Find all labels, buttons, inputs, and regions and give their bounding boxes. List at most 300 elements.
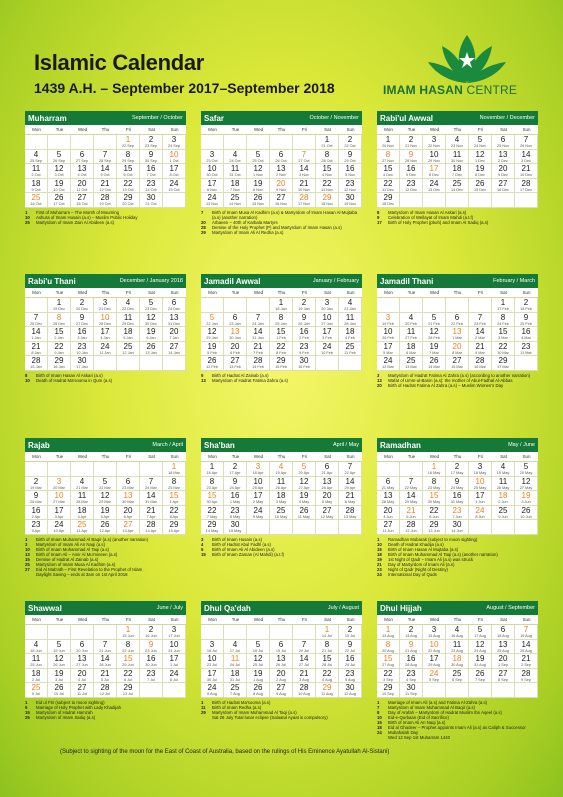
weekday-label: Sun	[346, 127, 355, 132]
gregorian-date: 10 Apr	[53, 529, 65, 533]
gregorian-date: 25 Sep	[29, 158, 43, 163]
weekday-label: Tue	[55, 127, 64, 132]
empty-day-cell	[316, 520, 339, 535]
hijri-day: 10	[169, 149, 179, 159]
hijri-day: 14	[345, 476, 355, 486]
gregorian-date: 4 Jan	[100, 336, 110, 340]
day-cell	[446, 164, 469, 179]
day-cell	[339, 179, 362, 194]
gregorian-date: 19 Jun	[53, 648, 65, 653]
hijri-day: 1	[56, 298, 62, 307]
day-cell	[270, 150, 293, 165]
day-grid	[377, 135, 538, 208]
month-events	[377, 210, 538, 225]
hijri-day: 18	[31, 668, 41, 678]
day-cell	[446, 150, 469, 165]
day-cell	[224, 462, 247, 477]
day-grid	[377, 462, 538, 535]
event-text: Wed 12 Sep 1st Muharram 1440	[388, 735, 451, 741]
gregorian-date: 16 Aug	[451, 634, 463, 638]
event-text: Marriage of Holy Prophet with Lady Khadijah	[36, 704, 122, 710]
day-cell	[293, 506, 316, 521]
day-cell	[71, 327, 94, 342]
gregorian-date: 5 Mar	[383, 350, 393, 355]
gregorian-date: 16 Mar	[474, 365, 486, 369]
day-cell	[515, 313, 538, 328]
gregorian-date: 25 Jun	[30, 663, 42, 667]
gregorian-date: 18 Oct	[76, 202, 88, 206]
gregorian-date: 21 Feb	[428, 321, 440, 326]
month-events	[377, 700, 538, 741]
event-day: 3	[377, 372, 380, 378]
gregorian-date: 25 Apr	[252, 485, 264, 490]
month-events	[25, 537, 186, 578]
hijri-day: 21	[475, 341, 485, 351]
weekday-label: Sun	[346, 617, 355, 622]
gregorian-date: 29 Jul	[344, 663, 356, 667]
weekday-label: Sat	[148, 290, 155, 295]
weekday-label: Tue	[231, 454, 240, 459]
month-events	[377, 373, 538, 388]
hijri-day: 23	[146, 178, 156, 188]
gregorian-date: 30 Nov	[450, 158, 464, 163]
gregorian-date: 4 Jun	[383, 514, 393, 519]
page-title: Islamic Calendar	[34, 50, 205, 75]
event-text: 1st Night of Qadr – Imam Ali (a.s) was struck	[388, 556, 474, 562]
gregorian-date: 1 Dec	[475, 158, 485, 163]
day-cell	[469, 356, 492, 371]
hijri-day: 15	[383, 164, 393, 173]
gregorian-date: 19 Mar	[30, 485, 42, 490]
month-gregorian-range: February / March	[493, 278, 535, 284]
hijri-day: 13	[452, 327, 462, 336]
day-cell	[94, 164, 117, 179]
gregorian-date: 24 Oct	[229, 158, 241, 163]
day-cell	[201, 669, 224, 684]
day-grid	[201, 135, 362, 208]
weekday-label: Fri	[125, 454, 132, 459]
gregorian-date: 14 Apr	[145, 529, 157, 533]
month-header	[377, 601, 538, 615]
event-text: Birth of Imam Ali An Naqi (a.s)	[388, 719, 446, 725]
event-day: 8	[377, 709, 380, 715]
gregorian-date: 8 Sep	[498, 677, 508, 682]
event-text: Demise of the Holy Prophet (P) and Martyrdom of Imam Hasan (a.s)	[212, 224, 342, 230]
gregorian-date: 19 Jan	[298, 307, 310, 311]
day-cell	[316, 477, 339, 492]
hijri-day: 16	[406, 654, 416, 663]
event-text: Martyrdom of Imam Ali An Naqi (a.s)	[36, 541, 106, 547]
hijri-day: 17	[253, 491, 263, 500]
gregorian-date: 24 Dec	[167, 307, 181, 311]
logo-name-light: CENTRE	[463, 83, 518, 97]
hijri-day: 8	[385, 149, 391, 159]
hijri-day: 18	[230, 668, 240, 678]
hijri-day: 28	[100, 193, 110, 202]
gregorian-date: 13 Nov	[205, 202, 219, 206]
hijri-day: 14	[100, 164, 110, 173]
day-cell	[140, 150, 163, 165]
empty-day-cell	[224, 298, 247, 313]
hijri-day: 28	[100, 683, 110, 692]
hijri-day: 19	[253, 668, 263, 678]
day-cell	[247, 193, 270, 208]
day-cell	[492, 640, 515, 655]
gregorian-date: 5 Jan	[123, 336, 133, 340]
month-gregorian-range: June / July	[156, 605, 183, 611]
day-cell	[25, 477, 48, 492]
day-cell	[446, 356, 469, 371]
hijri-day: 4	[33, 639, 39, 649]
day-cell	[201, 179, 224, 194]
hijri-day: 5	[477, 135, 483, 144]
gregorian-date: 18 Aug	[497, 634, 509, 638]
day-cell	[492, 462, 515, 477]
empty-day-cell	[163, 683, 186, 698]
hijri-day: 10	[429, 639, 439, 649]
hijri-day: 24	[169, 178, 179, 188]
gregorian-date: 20 Mar	[53, 485, 65, 490]
hijri-day: 15	[322, 164, 332, 173]
hijri-day: 9	[79, 312, 85, 322]
hijri-day: 6	[232, 312, 238, 322]
day-cell	[94, 683, 117, 698]
day-cell	[316, 683, 339, 698]
month-header	[377, 438, 538, 452]
day-cell	[316, 625, 339, 640]
hijri-day: 27	[169, 341, 179, 351]
hijri-day: 24	[322, 341, 332, 351]
day-cell	[293, 356, 316, 371]
hijri-day: 22	[322, 178, 332, 188]
gregorian-date: 24 Sep	[167, 144, 181, 148]
hijri-day: 24	[100, 341, 110, 351]
gregorian-date: 3 Jul	[54, 677, 64, 682]
hijri-day: 16	[452, 491, 462, 500]
gregorian-date: 9 Apr	[31, 529, 41, 533]
event-text: Martyrdom of Imam Muhammad Al Baqir (a.s)	[388, 704, 475, 710]
hijri-day: 10	[429, 149, 439, 159]
gregorian-date: 12 Nov	[343, 187, 357, 192]
hijri-day: 19	[475, 654, 485, 663]
event-text: Birth of Imam Muhammad Al Taqi (a.s) (another narration)	[388, 551, 498, 557]
gregorian-date: 3 Dec	[521, 158, 531, 163]
month-name: Rabi'u Thani	[28, 276, 76, 286]
event-item	[377, 572, 538, 577]
weekday-label: Tue	[231, 290, 240, 295]
hijri-day: 22	[54, 341, 64, 351]
hijri-day: 28	[146, 520, 156, 529]
gregorian-date: 2 Nov	[276, 173, 286, 177]
month-name: Sha'ban	[204, 440, 235, 450]
weekday-header	[201, 615, 362, 625]
day-cell	[400, 654, 423, 669]
day-cell	[492, 654, 515, 669]
gregorian-date: 23 Jan	[229, 321, 241, 326]
hijri-day: 11	[452, 149, 462, 159]
month-header	[25, 111, 186, 125]
day-cell	[270, 506, 293, 521]
month-header	[201, 111, 362, 125]
empty-day-cell	[117, 356, 140, 371]
hijri-day: 7	[301, 639, 307, 649]
day-cell	[293, 462, 316, 477]
hijri-day: 20	[383, 505, 393, 515]
gregorian-date: 8 Mar	[452, 350, 462, 355]
gregorian-date: 1 May	[229, 500, 241, 504]
hijri-day: 17	[429, 654, 439, 663]
hijri-day: 18	[345, 327, 355, 336]
empty-day-cell	[224, 135, 247, 150]
hijri-day: 7	[102, 149, 108, 159]
event-day: 10	[377, 714, 382, 720]
hijri-day: 15	[207, 491, 217, 500]
hijri-day: 8	[431, 476, 437, 486]
day-cell	[492, 150, 515, 165]
day-cell	[339, 342, 362, 357]
gregorian-date: 31 Oct	[229, 173, 241, 177]
hijri-day: 24	[429, 178, 439, 188]
hijri-day: 1	[385, 135, 391, 144]
hijri-day: 30	[452, 520, 462, 529]
weekday-label: Mon	[208, 617, 217, 622]
weekday-label: Wed	[429, 127, 440, 132]
event-text: Ashura of Imam Husain (a.s) – Muslim Public Holiday	[36, 214, 138, 220]
gregorian-date: 13 Aug	[382, 634, 394, 638]
day-cell	[247, 313, 270, 328]
gregorian-date: 26 Dec	[52, 321, 66, 326]
day-cell	[339, 298, 362, 313]
hijri-day: 28	[299, 683, 309, 692]
day-cell	[316, 193, 339, 208]
gregorian-date: 24 Apr	[229, 485, 241, 490]
gregorian-date: 26 Oct	[275, 158, 287, 163]
hijri-day: 4	[454, 625, 460, 634]
day-cell	[400, 491, 423, 506]
weekday-label: Mon	[208, 127, 217, 132]
gregorian-date: 29 Aug	[428, 663, 440, 667]
empty-day-cell	[293, 625, 316, 640]
hijri-day: 4	[33, 149, 39, 159]
gregorian-date: 16 Apr	[206, 471, 218, 475]
weekday-label: Mon	[32, 127, 41, 132]
day-cell	[339, 654, 362, 669]
gregorian-date: 23 Feb	[474, 321, 486, 326]
gregorian-date: 23 May	[427, 485, 441, 490]
day-cell	[469, 462, 492, 477]
hijri-day: 12	[54, 654, 64, 663]
month-block	[377, 274, 538, 438]
day-cell	[117, 193, 140, 208]
hijri-day: 26	[207, 356, 217, 365]
gregorian-date: 2 Oct	[31, 173, 41, 177]
gregorian-date: 14 Aug	[405, 634, 417, 638]
hijri-day: 16	[31, 505, 41, 515]
gregorian-date: 21 Jan	[344, 307, 356, 311]
hijri-day: 15	[123, 654, 133, 663]
empty-day-cell	[94, 625, 117, 640]
empty-day-cell	[446, 683, 469, 698]
gregorian-date: 9 May	[252, 514, 264, 519]
empty-day-cell	[140, 356, 163, 371]
month-events	[201, 373, 362, 383]
month-name: Safar	[204, 113, 225, 123]
hijri-day: 3	[385, 312, 391, 322]
event-day: 8	[25, 372, 28, 378]
day-cell	[163, 506, 186, 521]
gregorian-date: 23 Mar	[122, 485, 134, 490]
hijri-day: 9	[408, 149, 414, 159]
hijri-day: 26	[54, 193, 64, 202]
gregorian-date: 14 Jun	[451, 529, 463, 533]
empty-day-cell	[377, 462, 400, 477]
day-cell	[163, 298, 186, 313]
gregorian-date: 7 Sep	[475, 677, 485, 682]
hijri-day: 22	[276, 341, 286, 351]
event-text: Birth of Hadrat Fatima Al Zahra (a.s) – Muslim Women's Day	[388, 382, 504, 388]
hijri-day: 4	[347, 298, 353, 307]
gregorian-date: 5 Dec	[406, 173, 416, 177]
empty-day-cell	[48, 462, 71, 477]
hijri-day: 22	[322, 668, 332, 678]
hijri-day: 27	[383, 520, 393, 529]
day-cell	[515, 477, 538, 492]
gregorian-date: 20 Oct	[122, 202, 134, 206]
day-cell	[515, 164, 538, 179]
day-cell	[247, 683, 270, 698]
gregorian-date: 20 Jan	[321, 307, 333, 311]
weekday-header	[25, 288, 186, 298]
empty-day-cell	[25, 298, 48, 313]
gregorian-date: 13 Dec	[427, 187, 441, 192]
empty-day-cell	[25, 135, 48, 150]
month-block	[377, 601, 538, 765]
hijri-day: 11	[31, 654, 41, 663]
hijri-day: 6	[171, 298, 177, 307]
weekday-label: Sun	[170, 290, 179, 295]
gregorian-date: 3 Jun	[521, 500, 531, 504]
event-text: Martyrdom of Imam Muhammad Al Taqi (a.s)	[212, 709, 297, 715]
hijri-day: 27	[77, 683, 87, 692]
hijri-day: 11	[406, 327, 416, 336]
day-cell	[515, 298, 538, 313]
gregorian-date: 7 Nov	[230, 187, 240, 192]
hijri-day: 25	[276, 505, 286, 515]
gregorian-date: 24 Jun	[168, 648, 180, 653]
hijri-day: 29	[383, 193, 393, 202]
gregorian-date: 21 Nov	[404, 144, 418, 148]
gregorian-date: 22 Feb	[451, 321, 463, 326]
day-cell	[224, 491, 247, 506]
hijri-day: 14	[100, 654, 110, 663]
gregorian-date: 28 Nov	[404, 158, 418, 163]
gregorian-date: 19 Dec	[52, 307, 66, 311]
event-day: 10	[377, 541, 382, 547]
gregorian-date: 26 Jun	[53, 663, 65, 667]
hijri-day: 27	[498, 668, 508, 678]
gregorian-date: 6 May	[344, 500, 356, 504]
weekday-header	[25, 615, 186, 625]
day-cell	[515, 491, 538, 506]
weekday-header	[201, 288, 362, 298]
gregorian-date: 28 Mar	[76, 500, 88, 504]
gregorian-date: 16 Feb	[298, 365, 310, 369]
gregorian-date: 2 Aug	[276, 677, 286, 682]
month-name: Muharram	[28, 113, 67, 123]
gregorian-date: 3 Feb	[322, 336, 332, 340]
gregorian-date: 27 Jul	[298, 663, 310, 667]
hijri-day: 14	[299, 654, 309, 663]
hijri-day: 6	[278, 639, 284, 649]
gregorian-date: 30 Jan	[229, 336, 241, 340]
day-cell	[446, 135, 469, 150]
weekday-label: Mon	[384, 127, 393, 132]
hijri-day: 5	[255, 149, 261, 159]
gregorian-date: 24 May	[450, 485, 464, 490]
month-name: Dhul Hijjah	[380, 603, 422, 613]
hijri-day: 21	[299, 668, 309, 678]
gregorian-date: 9 Jun	[498, 514, 508, 519]
gregorian-date: 2 Dec	[498, 158, 508, 163]
day-cell	[163, 520, 186, 535]
day-cell	[117, 491, 140, 506]
day-cell	[270, 477, 293, 492]
gregorian-date: 17 Mar	[497, 365, 509, 369]
event-text: Martyrdom of Imam Hasan Al Askari (a.s)	[388, 209, 467, 215]
month-events	[25, 373, 186, 383]
hijri-day: 19	[146, 327, 156, 336]
empty-day-cell	[400, 462, 423, 477]
day-cell	[140, 506, 163, 521]
gregorian-date: 29 Sep	[121, 158, 135, 163]
weekday-label: Mon	[208, 454, 217, 459]
hijri-day: 26	[429, 356, 439, 365]
hijri-day: 2	[79, 298, 85, 307]
hijri-day: 9	[301, 312, 307, 322]
hijri-day: 19	[299, 491, 309, 500]
weekday-label: Mon	[384, 617, 393, 622]
day-cell	[270, 683, 293, 698]
hijri-day: 17	[207, 178, 217, 188]
hijri-day: 26	[299, 505, 309, 515]
month-block	[201, 111, 362, 275]
day-cell	[423, 506, 446, 521]
hijri-day: 2	[301, 298, 307, 307]
day-cell	[469, 135, 492, 150]
day-cell	[423, 313, 446, 328]
gregorian-date: 15 Oct	[168, 187, 180, 192]
day-cell	[492, 625, 515, 640]
day-cell	[446, 313, 469, 328]
empty-day-cell	[71, 462, 94, 477]
day-cell	[400, 150, 423, 165]
gregorian-date: 15 Aug	[428, 634, 440, 638]
day-cell	[201, 313, 224, 328]
hijri-day: 2	[523, 298, 529, 307]
gregorian-date: 9 Sep	[521, 677, 531, 682]
hijri-day: 8	[500, 312, 506, 322]
day-cell	[25, 669, 48, 684]
hijri-day: 14	[146, 491, 156, 500]
gregorian-date: 12 May	[320, 514, 334, 519]
hijri-day: 13	[77, 654, 87, 663]
gregorian-date: 13 Jan	[145, 350, 157, 355]
gregorian-date: 27 Apr	[298, 485, 310, 490]
event-day: 11	[201, 704, 206, 710]
day-cell	[469, 506, 492, 521]
gregorian-date: 9 Nov	[276, 187, 286, 192]
empty-day-cell	[469, 193, 492, 208]
